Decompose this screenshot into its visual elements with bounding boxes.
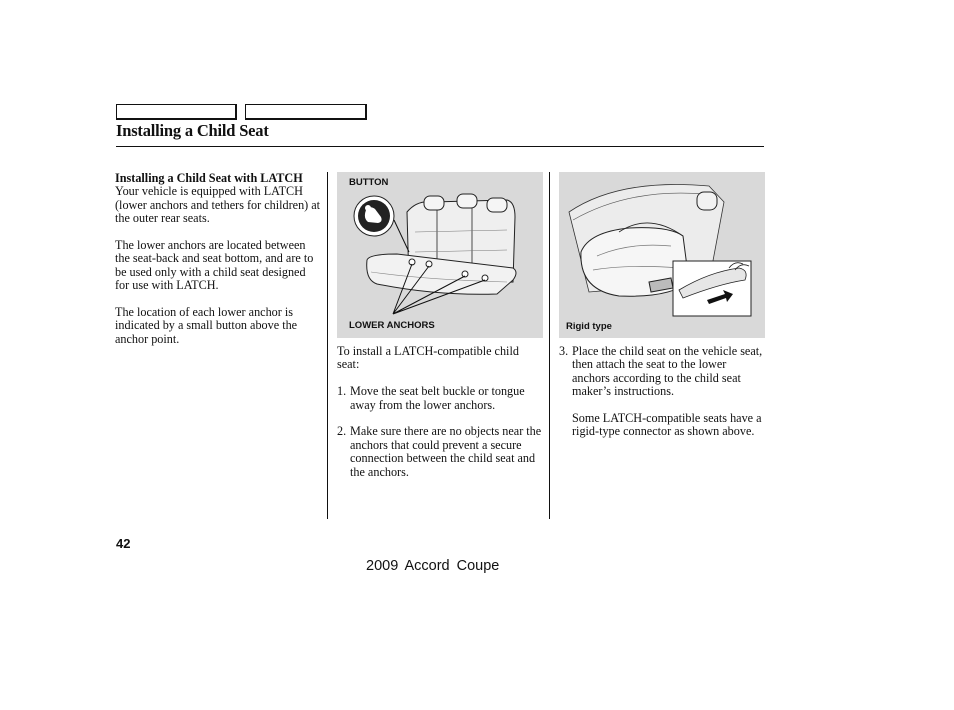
page-title: Installing a Child Seat <box>116 121 269 140</box>
step-number: 1. <box>337 384 347 399</box>
step-2 <box>337 425 542 479</box>
header-tab-right <box>245 104 367 120</box>
label-lower-anchors: LOWER ANCHORS <box>349 320 435 331</box>
label-rigid-type: Rigid type <box>566 321 612 332</box>
paragraph-anchor-button: The location of each lower anchor is indicated by a small button above the anchor point. <box>115 305 298 346</box>
column-divider-right <box>549 172 550 519</box>
step-3 <box>559 345 764 399</box>
right-column <box>559 345 764 439</box>
step-number: 3. <box>559 344 569 358</box>
install-intro: To install a LATCH-compatible child seat: <box>337 344 519 372</box>
rear-seat-illustration <box>337 172 543 338</box>
figure-rigid-connector <box>559 172 765 338</box>
column-divider-left <box>327 172 328 519</box>
middle-column <box>337 345 542 479</box>
paragraph-lower-anchors: The lower anchors are located between the seat-back and seat bottom, and are to be used only with a child seat designed for use with LATCH. <box>115 238 314 293</box>
page-number: 42 <box>116 536 131 551</box>
step-number: 2. <box>337 424 347 439</box>
section-heading: Installing a Child Seat with LATCH <box>115 171 303 185</box>
step-text: Move the seat belt buckle or tongue away from the lower anchors. <box>350 384 525 412</box>
child-seat-illustration <box>559 172 765 338</box>
step-text: Place the child seat on the vehicle seat, then attach the seat to the lower anchors according to the child seat maker’s instructions. <box>572 344 763 399</box>
header-tab-left <box>116 104 237 120</box>
step-1 <box>337 385 542 412</box>
step-text: Make sure there are no objects near the anchors that could prevent a secure connection between the child seat and the anchors. <box>350 424 542 479</box>
label-button: BUTTON <box>349 177 389 188</box>
paragraph-latch-intro: Your vehicle is equipped with LATCH (lower anchors and tethers for children) at the outer rear seats. <box>115 184 321 226</box>
figure-rear-seat-anchors <box>337 172 543 338</box>
title-divider <box>116 146 764 147</box>
footer-model-name: 2009 Accord Coupe <box>366 558 500 574</box>
left-column <box>115 172 321 346</box>
rigid-connector-note: Some LATCH-compatible seats have a rigid-type connector as shown above. <box>572 411 762 439</box>
